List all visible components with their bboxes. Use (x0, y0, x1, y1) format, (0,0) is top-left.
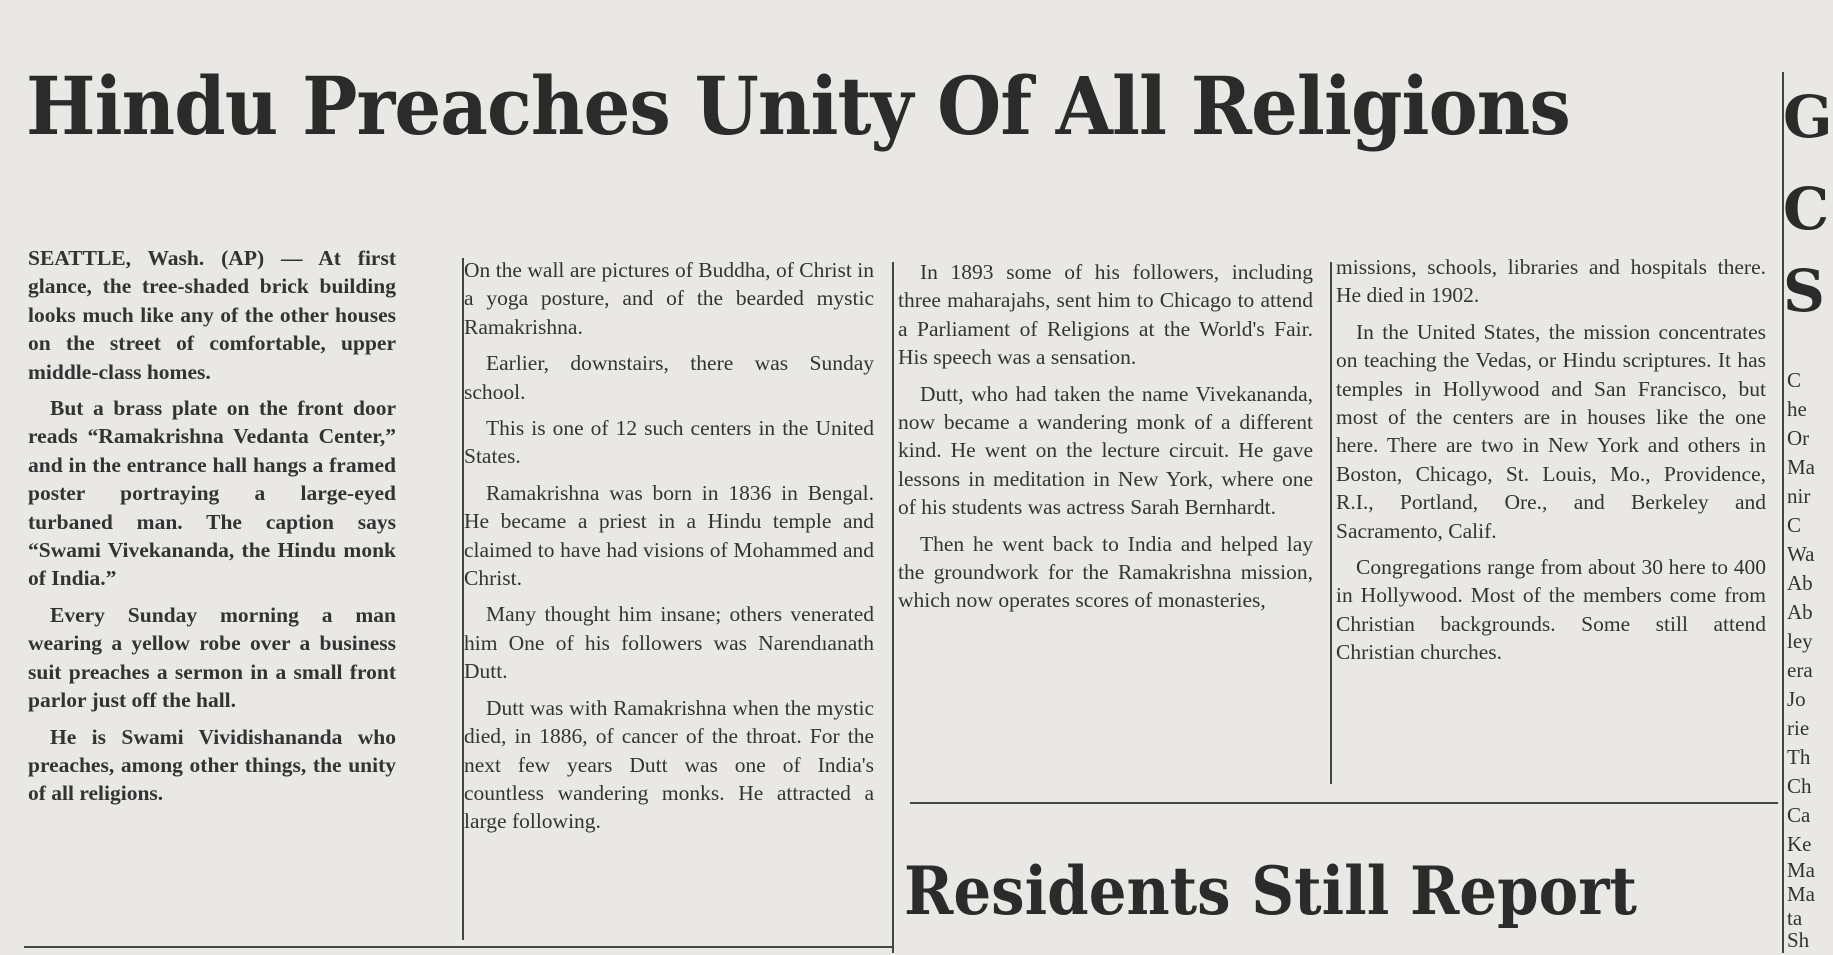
edge-fragment: C (1787, 368, 1802, 392)
edge-letter: S (1783, 257, 1825, 325)
paragraph: On the wall are pictures of Buddha, of Christ in a yoga posture, and of the bearded mystic Ramakrishna. (464, 258, 874, 339)
edge-fragment: C (1787, 513, 1802, 537)
edge-fragment: Ab (1787, 571, 1813, 595)
paragraph: This is one of 12 such centers in the United States. (464, 416, 874, 469)
paragraph: Dutt was with Ramakrishna when the mystic died, in 1886, of cancer of the throat. For the next few years Dutt was one of India's countless wandering monks. He attracted a large following. (464, 695, 874, 834)
column-divider (1330, 262, 1332, 784)
edge-fragment: Sh (1787, 928, 1810, 952)
edge-fragment: Ab (1787, 600, 1813, 624)
edge-fragment: he (1787, 397, 1807, 421)
edge-fragment: Ma (1787, 882, 1815, 906)
article-column-2 (464, 256, 874, 836)
edge-fragment: ta (1787, 906, 1803, 930)
edge-fragment: Th (1787, 745, 1811, 769)
article-bottom-rule (24, 946, 892, 948)
edge-fragment: Jo (1787, 687, 1806, 711)
paragraph: Then he went back to India and helped lay the groundwork for the Ramakrishna mission, which now operates scores of monasteries, (898, 531, 1313, 613)
edge-letter: G (1783, 83, 1833, 151)
edge-fragment: Ch (1787, 774, 1812, 798)
paragraph: Dutt, who had taken the name Vivekananda, now became a wandering monk of a different kind. He went on the lecture circuit. He gave lessons in meditation in New York, where one of his students was actress Sarah Bernhardt. (898, 381, 1313, 520)
headline: Hindu Preaches Unity Of All Religions (26, 59, 1570, 153)
edge-fragment: Or (1787, 426, 1810, 450)
edge-fragment: ley (1787, 629, 1813, 653)
paragraph: But a brass plate on the front door reads “Ramakrishna Vedanta Center,” and in the entrance hall hangs a framed poster portraying a large-eyed turbaned man. The caption says “Swami Vivekananda, the Hindu monk of India.” (28, 396, 396, 591)
article-end-rule (910, 802, 1778, 804)
paragraph: He is Swami Vividishananda who preaches, among other things, the unity of all religions. (28, 724, 396, 806)
article-column-1 (28, 244, 396, 808)
second-headline: Residents Still Report (904, 852, 1637, 930)
article-column-3 (898, 258, 1313, 615)
edge-letter: C (1783, 175, 1830, 243)
paragraph: SEATTLE, Wash. (AP) — At first glance, the tree-shaded brick building looks much like any of the other houses on the street of comfortable, upper middle-class homes. (28, 246, 396, 384)
edge-fragment: Ca (1787, 803, 1811, 827)
paragraph: In 1893 some of his followers, including three maharajahs, sent him to Chicago to attend a Parliament of Religions at the World's Fair. His speech was a sensation. (898, 260, 1313, 370)
paragraph: Congregations range from about 30 here to 400 in Hollywood. Most of the members come from Christian backgrounds. Some still attend Christian churches. (1336, 555, 1766, 665)
paragraph: Earlier, downstairs, there was Sunday school. (464, 351, 874, 404)
edge-fragment: Wa (1787, 542, 1815, 566)
edge-fragment: Ke (1787, 832, 1812, 856)
edge-fragment: rie (1787, 716, 1810, 740)
paragraph: Many thought him insane; others venerated him One of his followers was Narendıanath Dutt. (464, 602, 874, 684)
paragraph: missions, schools, libraries and hospitals there. He died in 1902. (1336, 255, 1766, 308)
edge-fragment: era (1787, 658, 1813, 682)
paragraph: Ramakrishna was born in 1836 in Bengal. He became a priest in a Hindu temple and claimed to have had visions of Mohammed and Christ. (464, 480, 874, 591)
paragraph: Every Sunday morning a man wearing a yellow robe over a business suit preaches a sermon in a small front parlor just off the hall. (28, 602, 396, 713)
article-column-4 (1336, 253, 1766, 667)
edge-fragment: nir (1787, 484, 1811, 508)
paragraph: In the United States, the mission concentrates on teaching the Vedas, or Hindu scriptures. It has temples in Hollywood and San Francisco, but most of the centers are in houses like the one here. There are two in New York and others in Boston, Chicago, St. Louis, Mo., Providence, R.I., Portland, Ore., and Berkeley and Sacramento, Calif. (1336, 319, 1766, 543)
edge-fragment: Ma (1787, 858, 1815, 882)
column-divider (892, 262, 894, 953)
edge-fragment: Ma (1787, 455, 1815, 479)
